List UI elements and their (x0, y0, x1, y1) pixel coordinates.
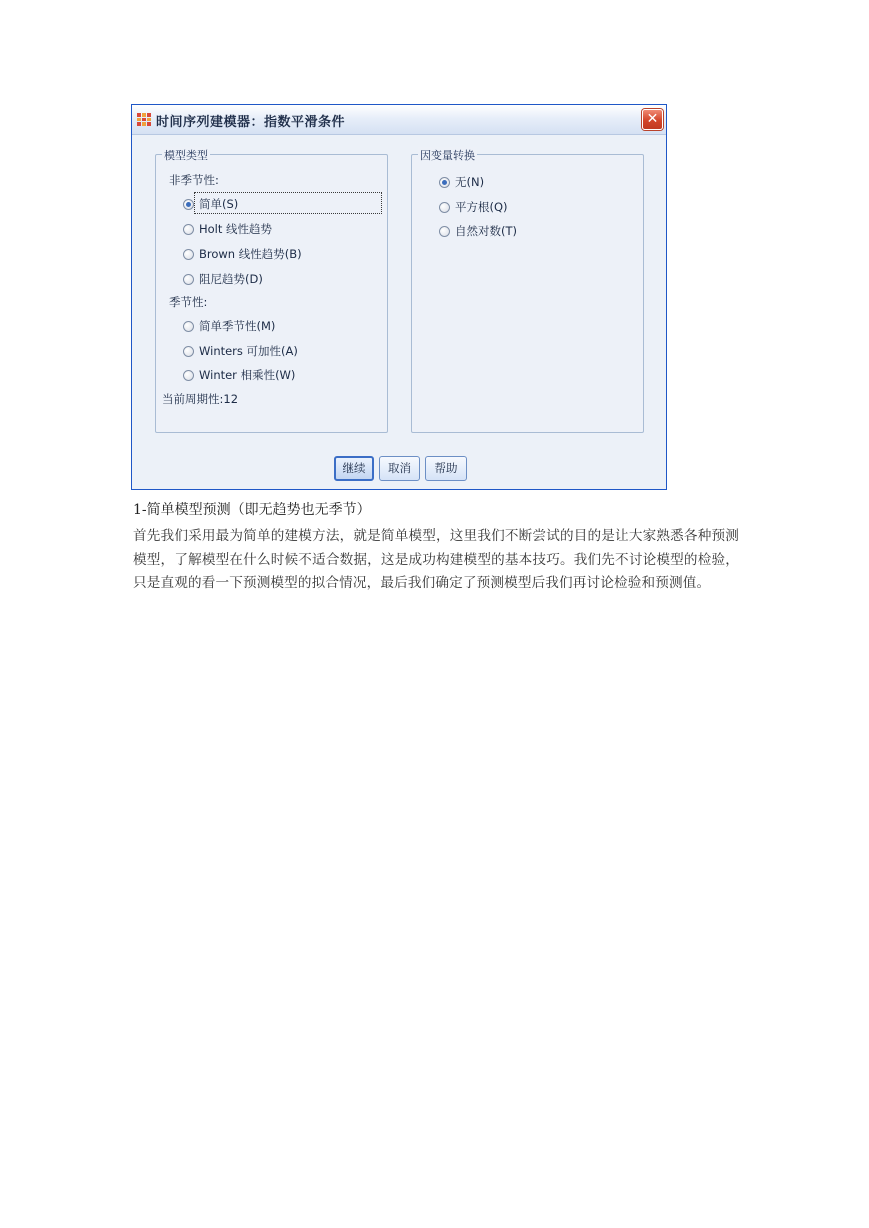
radio-brown-label: Brown 线性趋势(B) (199, 247, 302, 261)
cancel-button[interactable]: 取消 (379, 456, 420, 481)
radio-unselected-icon (183, 224, 194, 235)
radio-selected-icon (439, 177, 450, 188)
radio-transform-none[interactable] (439, 174, 484, 190)
body-paragraph: 首先我们采用最为简单的建模方法，就是简单模型，这里我们不断尝试的目的是让大家熟悉各种预测模型，了解模型在什么时候不适合数据，这是成功构建模型的基本技巧。我们先不讨论模型的检验，只是直观的看一下预测模型的拟合情况，最后我们确定了预测模型后我们再讨论检验和预测值。 (133, 528, 739, 591)
radio-unselected-icon (183, 370, 194, 381)
radio-brown-linear[interactable] (183, 246, 302, 262)
transform-group (411, 149, 644, 433)
radio-simple-seasonal[interactable] (183, 318, 275, 334)
radio-damped-label: 阻尼趋势(D) (199, 272, 263, 286)
exponential-smoothing-dialog (131, 104, 667, 490)
radio-holt-linear[interactable] (183, 221, 272, 237)
dialog-title-bar[interactable] (132, 105, 666, 135)
radio-holt-label: Holt 线性趋势 (199, 222, 273, 236)
help-button[interactable]: 帮助 (425, 456, 467, 481)
radio-none-label: 无(N) (455, 175, 485, 189)
radio-transform-sqrt[interactable] (439, 199, 508, 215)
current-periodicity: 当前周期性:12 (162, 392, 239, 406)
radio-simple-seasonal-label: 简单季节性(M) (199, 319, 276, 333)
radio-winters-additive-label: Winters 可加性(A) (199, 344, 298, 358)
section-heading: 1-简单模型预测（即无趋势也无季节） (133, 502, 371, 518)
radio-log-label: 自然对数(T) (455, 224, 517, 238)
focus-rectangle (194, 192, 382, 214)
radio-simple-label: 简单(S) (199, 197, 239, 211)
model-type-legend: 模型类型 (164, 149, 208, 162)
continue-button[interactable]: 继续 (334, 456, 374, 481)
grid-app-icon (137, 113, 151, 126)
radio-damped-trend[interactable] (183, 271, 263, 287)
radio-sqrt-label: 平方根(Q) (455, 200, 508, 214)
radio-selected-icon (183, 199, 194, 210)
radio-transform-log[interactable] (439, 223, 517, 239)
dialog-title: 时间序列建模器：指数平滑条件 (156, 115, 346, 130)
radio-winters-multiplicative-label: Winter 相乘性(W) (199, 368, 296, 382)
nonseasonal-label: 非季节性: (169, 173, 219, 187)
radio-unselected-icon (183, 346, 194, 357)
radio-winters-additive[interactable] (183, 343, 298, 359)
transform-legend: 因变量转换 (420, 149, 475, 162)
seasonal-label: 季节性: (169, 295, 208, 309)
radio-unselected-icon (439, 202, 450, 213)
radio-unselected-icon (183, 321, 194, 332)
close-icon[interactable]: ✕ (642, 109, 663, 130)
radio-unselected-icon (183, 249, 194, 260)
radio-unselected-icon (183, 274, 194, 285)
radio-unselected-icon (439, 226, 450, 237)
radio-winters-multiplicative[interactable] (183, 367, 295, 383)
